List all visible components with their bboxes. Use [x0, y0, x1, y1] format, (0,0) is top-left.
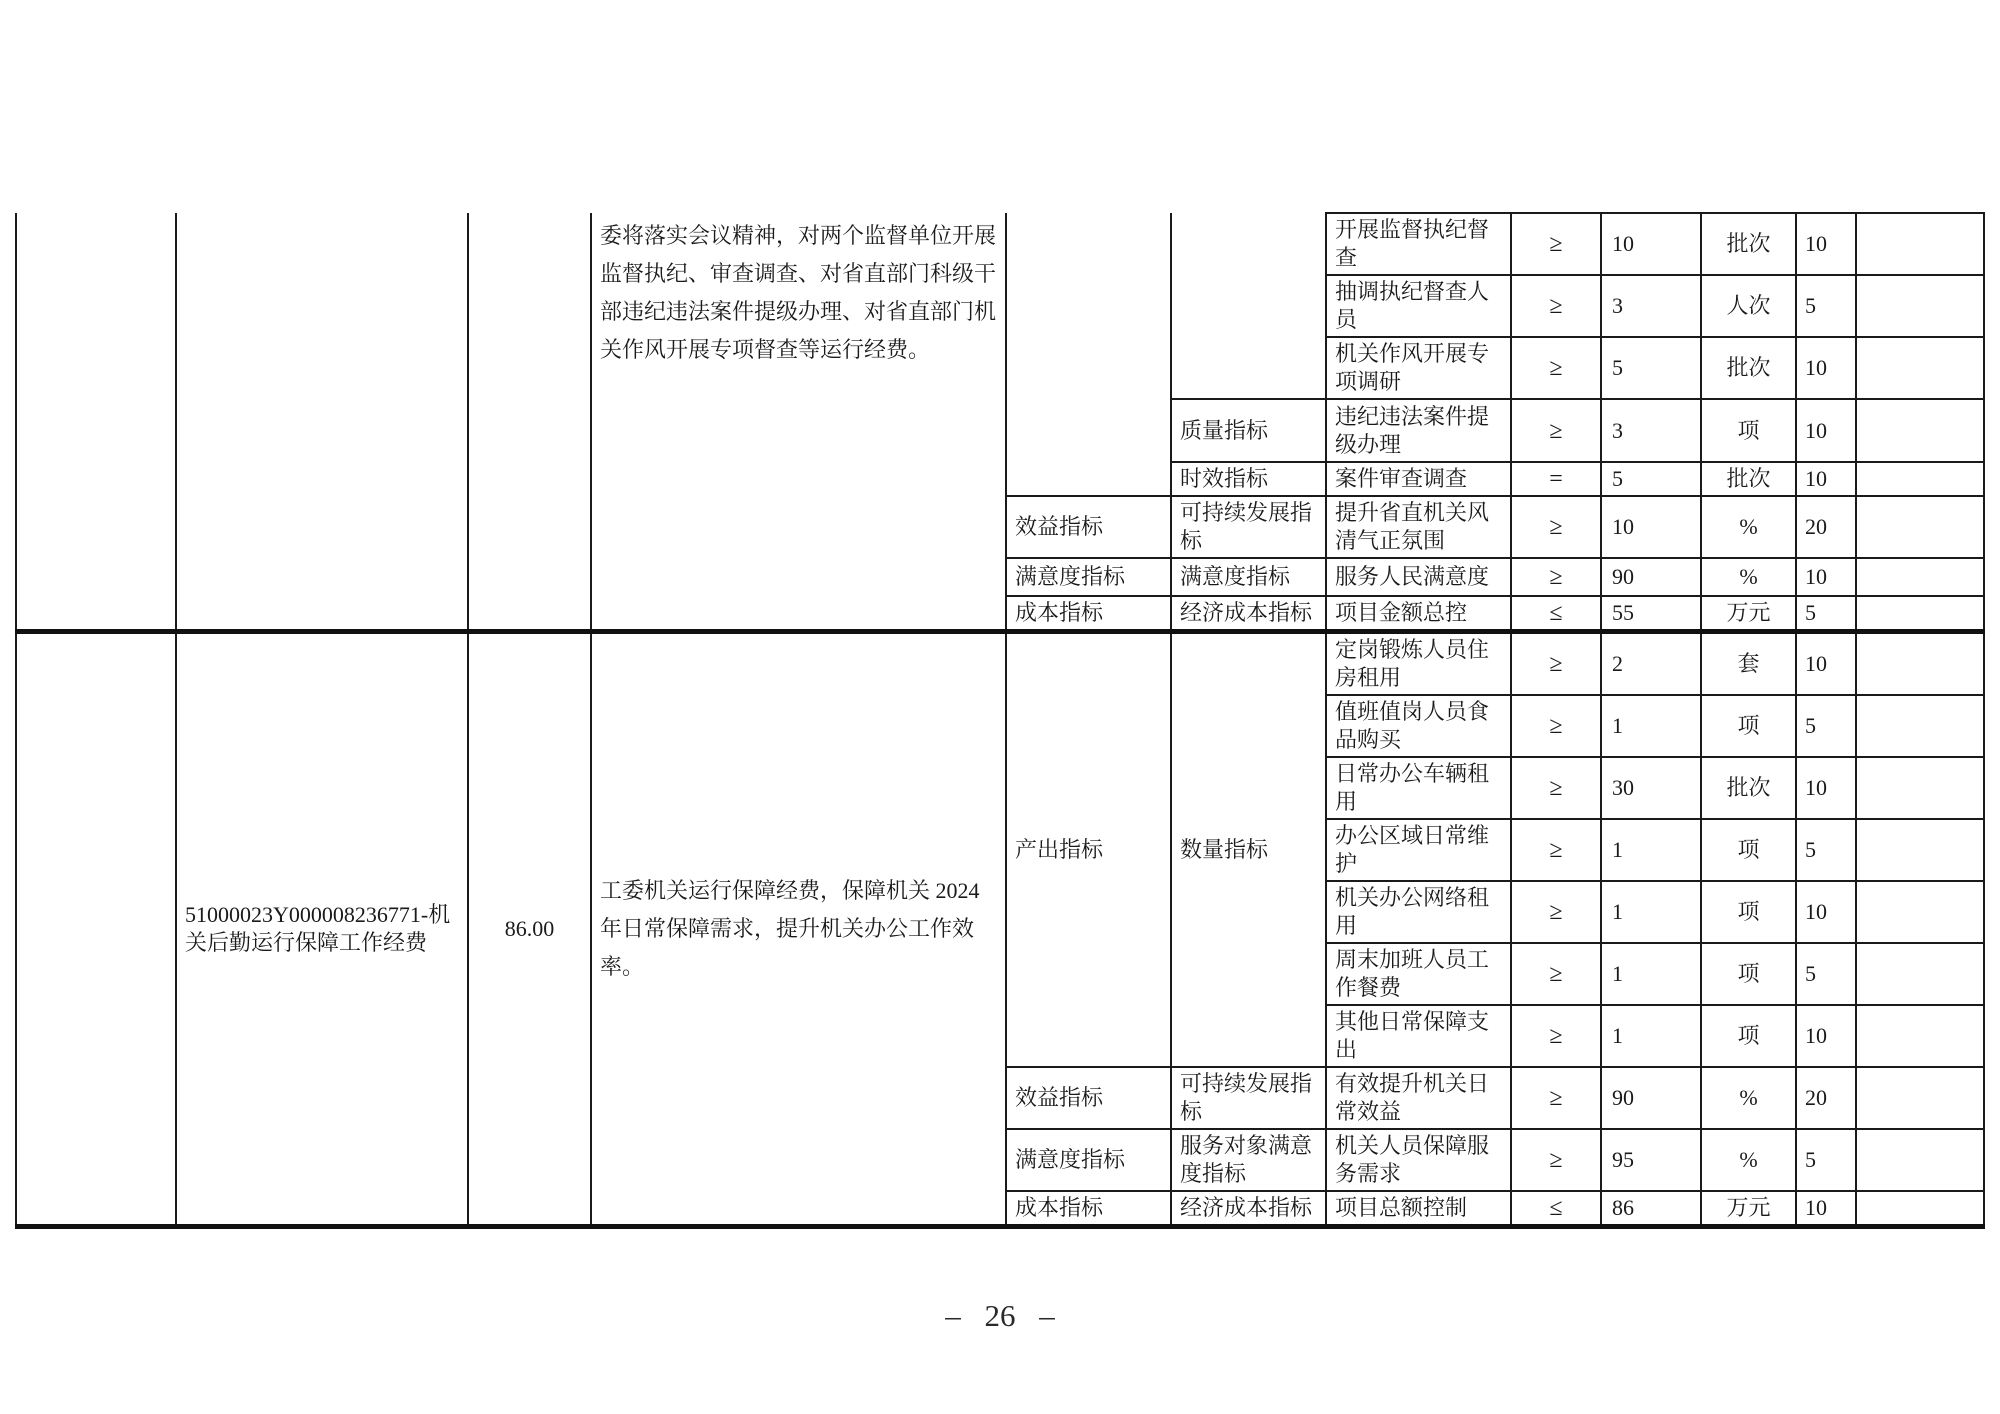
comparison-operator: ≥: [1511, 1005, 1601, 1067]
indicator-weight: 10: [1796, 399, 1856, 462]
level2-indicator: 数量指标: [1171, 632, 1326, 1068]
remarks-cell: [1856, 881, 1984, 943]
indicator-unit: %: [1701, 558, 1796, 596]
indicator-name: 机关人员保障服务需求: [1326, 1129, 1511, 1191]
remarks-cell: [1856, 399, 1984, 462]
remarks-cell: [1856, 596, 1984, 632]
indicator-value: 5: [1601, 337, 1701, 399]
remarks-cell: [1856, 558, 1984, 596]
indicator-weight: 20: [1796, 1067, 1856, 1129]
indicator-unit: 批次: [1701, 757, 1796, 819]
indicator-weight: 10: [1796, 757, 1856, 819]
indicator-value: 1: [1601, 881, 1701, 943]
indicator-value: 10: [1601, 496, 1701, 558]
remarks-cell: [1856, 1129, 1984, 1191]
project-description: 工委机关运行保障经费，保障机关 2024 年日常保障需求，提升机关办公工作效率。: [591, 632, 1006, 1227]
level2-indicator: 满意度指标: [1171, 558, 1326, 596]
comparison-operator: ≥: [1511, 399, 1601, 462]
level2-indicator: 经济成本指标: [1171, 596, 1326, 632]
comparison-operator: ≥: [1511, 337, 1601, 399]
indicator-unit: 批次: [1701, 462, 1796, 496]
indicator-name: 违纪违法案件提级办理: [1326, 399, 1511, 462]
indicator-value: 3: [1601, 399, 1701, 462]
indicator-weight: 5: [1796, 819, 1856, 881]
indicator-name: 办公区域日常维护: [1326, 819, 1511, 881]
indicator-unit: 万元: [1701, 1191, 1796, 1227]
indicator-weight: 10: [1796, 1191, 1856, 1227]
indicator-name: 项目总额控制: [1326, 1191, 1511, 1227]
level1-indicator: 成本指标: [1006, 596, 1171, 632]
project-name-cell-continued: [176, 213, 468, 632]
level1-indicator: 效益指标: [1006, 496, 1171, 558]
level1-indicator: 成本指标: [1006, 1191, 1171, 1227]
indicator-weight: 5: [1796, 275, 1856, 337]
index-cell: [16, 632, 176, 1227]
level2-indicator-cell-continued: [1171, 213, 1326, 399]
indicator-name: 周末加班人员工作餐费: [1326, 943, 1511, 1005]
indicator-weight: 10: [1796, 337, 1856, 399]
indicator-unit: 人次: [1701, 275, 1796, 337]
level2-indicator: 可持续发展指标: [1171, 496, 1326, 558]
indicator-value: 95: [1601, 1129, 1701, 1191]
indicator-value: 1: [1601, 819, 1701, 881]
indicator-unit: 项: [1701, 695, 1796, 757]
indicator-weight: 5: [1796, 596, 1856, 632]
level2-indicator: 可持续发展指标: [1171, 1067, 1326, 1129]
level1-indicator: 满意度指标: [1006, 1129, 1171, 1191]
indicator-name: 值班值岗人员食品购买: [1326, 695, 1511, 757]
amount-cell-continued: [468, 213, 591, 632]
indicator-value: 1: [1601, 1005, 1701, 1067]
indicator-unit: 项: [1701, 819, 1796, 881]
level2-indicator: 质量指标: [1171, 399, 1326, 462]
comparison-operator: ≥: [1511, 819, 1601, 881]
level1-indicator: 产出指标: [1006, 632, 1171, 1068]
indicator-unit: 套: [1701, 632, 1796, 696]
level1-indicator-cell-continued: [1006, 213, 1171, 496]
indicator-weight: 20: [1796, 496, 1856, 558]
remarks-cell: [1856, 213, 1984, 275]
indicator-name: 项目金额总控: [1326, 596, 1511, 632]
indicator-value: 2: [1601, 632, 1701, 696]
comparison-operator: ≥: [1511, 275, 1601, 337]
indicator-unit: 万元: [1701, 596, 1796, 632]
indicator-value: 90: [1601, 1067, 1701, 1129]
project-name: 51000023Y000008236771-机关后勤运行保障工作经费: [176, 632, 468, 1227]
indicator-unit: %: [1701, 496, 1796, 558]
indicator-weight: 10: [1796, 632, 1856, 696]
remarks-cell: [1856, 462, 1984, 496]
indicator-unit: 项: [1701, 881, 1796, 943]
indicator-weight: 5: [1796, 943, 1856, 1005]
indicator-unit: %: [1701, 1129, 1796, 1191]
project-description: 委将落实会议精神，对两个监督单位开展监督执纪、审查调查、对省直部门科级干部违纪违法案件提级办理、对省直部门机关作风开展专项督查等运行经费。: [591, 213, 1006, 632]
level2-indicator: 服务对象满意度指标: [1171, 1129, 1326, 1191]
comparison-operator: ≥: [1511, 496, 1601, 558]
comparison-operator: ≥: [1511, 1067, 1601, 1129]
comparison-operator: ≥: [1511, 881, 1601, 943]
indicator-value: 55: [1601, 596, 1701, 632]
indicator-name: 其他日常保障支出: [1326, 1005, 1511, 1067]
comparison-operator: ≤: [1511, 596, 1601, 632]
comparison-operator: ≤: [1511, 1191, 1601, 1227]
indicator-weight: 10: [1796, 881, 1856, 943]
indicator-value: 1: [1601, 695, 1701, 757]
remarks-cell: [1856, 695, 1984, 757]
level2-indicator: 时效指标: [1171, 462, 1326, 496]
indicator-unit: 项: [1701, 943, 1796, 1005]
indicator-value: 90: [1601, 558, 1701, 596]
comparison-operator: ≥: [1511, 943, 1601, 1005]
page-number: – 26 –: [945, 1298, 1055, 1333]
indicator-name: 案件审查调查: [1326, 462, 1511, 496]
indicator-weight: 10: [1796, 462, 1856, 496]
comparison-operator: =: [1511, 462, 1601, 496]
comparison-operator: ≥: [1511, 757, 1601, 819]
comparison-operator: ≥: [1511, 695, 1601, 757]
indicator-value: 5: [1601, 462, 1701, 496]
indicator-name: 提升省直机关风清气正氛围: [1326, 496, 1511, 558]
indicator-value: 10: [1601, 213, 1701, 275]
indicator-name: 日常办公车辆租用: [1326, 757, 1511, 819]
indicator-value: 3: [1601, 275, 1701, 337]
indicator-unit: 批次: [1701, 213, 1796, 275]
indicator-name: 机关办公网络租用: [1326, 881, 1511, 943]
indicator-name: 有效提升机关日常效益: [1326, 1067, 1511, 1129]
indicator-unit: 项: [1701, 1005, 1796, 1067]
comparison-operator: ≥: [1511, 632, 1601, 696]
remarks-cell: [1856, 275, 1984, 337]
remarks-cell: [1856, 337, 1984, 399]
remarks-cell: [1856, 1191, 1984, 1227]
indicator-unit: %: [1701, 1067, 1796, 1129]
indicator-unit: 批次: [1701, 337, 1796, 399]
indicator-unit: 项: [1701, 399, 1796, 462]
performance-indicator-table: [15, 212, 1985, 1229]
indicator-name: 服务人民满意度: [1326, 558, 1511, 596]
comparison-operator: ≥: [1511, 213, 1601, 275]
remarks-cell: [1856, 819, 1984, 881]
remarks-cell: [1856, 943, 1984, 1005]
remarks-cell: [1856, 1067, 1984, 1129]
level2-indicator: 经济成本指标: [1171, 1191, 1326, 1227]
level1-indicator: 效益指标: [1006, 1067, 1171, 1129]
remarks-cell: [1856, 496, 1984, 558]
project-amount: 86.00: [468, 632, 591, 1227]
remarks-cell: [1856, 757, 1984, 819]
indicator-weight: 10: [1796, 1005, 1856, 1067]
indicator-value: 86: [1601, 1191, 1701, 1227]
indicator-weight: 10: [1796, 213, 1856, 275]
comparison-operator: ≥: [1511, 558, 1601, 596]
indicator-name: 机关作风开展专项调研: [1326, 337, 1511, 399]
remarks-cell: [1856, 632, 1984, 696]
indicator-weight: 5: [1796, 1129, 1856, 1191]
indicator-value: 30: [1601, 757, 1701, 819]
indicator-name: 定岗锻炼人员住房租用: [1326, 632, 1511, 696]
indicator-weight: 5: [1796, 695, 1856, 757]
remarks-cell: [1856, 1005, 1984, 1067]
comparison-operator: ≥: [1511, 1129, 1601, 1191]
indicator-name: 开展监督执纪督查: [1326, 213, 1511, 275]
index-cell-continued: [16, 213, 176, 632]
level1-indicator: 满意度指标: [1006, 558, 1171, 596]
indicator-name: 抽调执纪督查人员: [1326, 275, 1511, 337]
indicator-weight: 10: [1796, 558, 1856, 596]
indicator-value: 1: [1601, 943, 1701, 1005]
